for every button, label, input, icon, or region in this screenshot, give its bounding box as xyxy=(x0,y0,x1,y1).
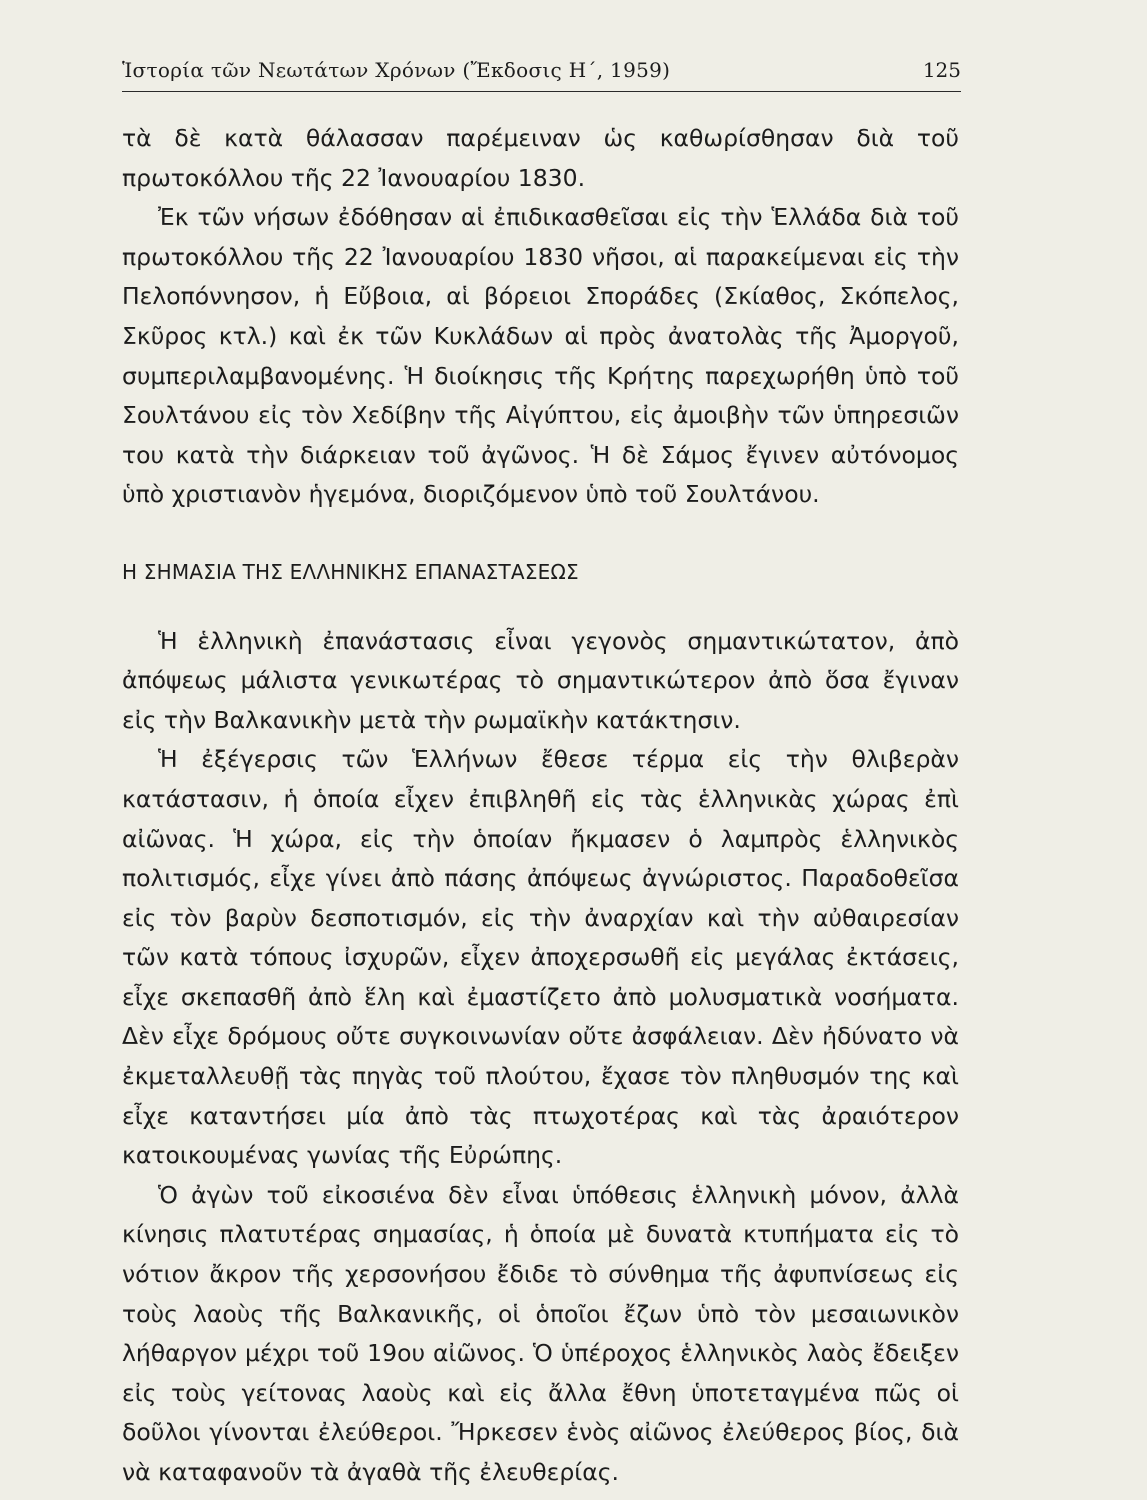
page-number: 125 xyxy=(922,58,961,82)
paragraph: τὰ δὲ κατὰ θάλασσαν παρέμειναν ὡς καθωρίσθησαν διὰ τοῦ πρωτοκόλλου τῆς 22 Ἰανουαρίου 1830. xyxy=(122,124,959,192)
paragraph: Ἡ ἑλληνικὴ ἐπανάστασις εἶναι γεγονὸς σημαντικώτατον, ἀπὸ ἀπόψεως μάλιστα γενικωτέρας τὸ σημαντικώτερον ἀπὸ ὅσα ἔγιναν εἰς τὴν Βαλκανικὴν μετὰ τὴν ρωμαϊκὴν κατάκτησιν. xyxy=(122,626,959,734)
paragraph: Ἡ ἐξέγερσις τῶν Ἑλλήνων ἔθεσε τέρμα εἰς τὴν θλιβερὰν κατάστασιν, ἡ ὁποία εἶχεν ἐπιβληθῆ εἰς τὰς ἑλληνικὰς χώρας ἐπὶ αἰῶνας. Ἡ χώρα, εἰς τὴν ὁποίαν ἤκμασεν ὁ λαμπρὸς ἑλληνικὸς πολιτισμός, εἶχε γίνει ἀπὸ πάσης ἀπόψεως ἀγνώριστος. Παραδοθεῖσα εἰς τὸν βαρὺν δεσποτισμόν, εἰς τὴν ἀναρχίαν καὶ τὴν αὐθαιρεσίαν τῶν κατὰ τόπους ἰσχυρῶν, εἶχεν ἀποχερσωθῆ εἰς μεγάλας ἐκτάσεις, εἶχε σκεπασθῆ ἀπὸ ἕλη καὶ ἐμαστίζετο ἀπὸ μολυσματικὰ νοσήματα. Δὲν εἶχε δρόμους οὔτε συγκοινωνίαν οὔτε ἀσφάλειαν. Δὲν ἠδύνατο νὰ ἐκμεταλλευθῇ τὰς πηγὰς τοῦ πλούτου, ἔχασε τὸν πληθυσμόν της καὶ εἶχε καταντήσει μία ἀπὸ τὰς πτωχοτέρας καὶ τὰς ἀραιότερον κατοικουμένας γωνίας τῆς Εὐρώπης. xyxy=(122,745,959,1170)
paragraph: Ὁ ἀγὼν τοῦ εἰκοσιένα δὲν εἶναι ὑπόθεσις ἑλληνικὴ μόνον, ἀλλὰ κίνησις πλατυτέρας σημασίας, ἡ ὁποία μὲ δυνατὰ κτυπήματα εἰς τὸ νότιον ἄκρον τῆς χερσονήσου ἔδιδε τὸ σύνθημα τῆς ἀφυπνίσεως εἰς τοὺς λαοὺς τῆς Βαλκανικῆς, οἱ ὁποῖοι ἔζων ὑπὸ τὸν μεσαιωνικὸν λήθαργον μέχρι τοῦ 19ου αἰῶνος. Ὁ ὑπέροχος ἑλληνικὸς λαὸς ἔδειξεν εἰς τοὺς γείτονας λαοὺς καὶ εἰς ἄλλα ἔθνη ὑποτεταγμένα πῶς οἱ δοῦλοι γίνονται ἐλεύθεροι. Ἤρκεσεν ἑνὸς αἰῶνος ἐλεύθερος βίος, διὰ νὰ καταφανοῦν τὰ ἀγαθὰ τῆς ἐλευθερίας. xyxy=(122,1180,959,1486)
running-header xyxy=(122,58,961,92)
body-text xyxy=(122,119,959,1493)
section-heading: Η ΣΗΜΑΣΙΑ ΤΗΣ ΕΛΛΗΝΙΚΗΣ ΕΠΑΝΑΣΤΑΣΕΩΣ xyxy=(122,559,579,584)
header-title: Ἱστορία τῶν Νεωτάτων Χρόνων (Ἔκδοσις Η΄, 1959) xyxy=(122,58,671,82)
paragraph: Ἐκ τῶν νήσων ἐδόθησαν αἱ ἐπιδικασθεῖσαι εἰς τὴν Ἑλλάδα διὰ τοῦ πρωτοκόλλου τῆς 22 Ἰανουαρίου 1830 νῆσοι, αἱ παρακείμεναι εἰς τὴν Πελοπόννησον, ἡ Εὔβοια, αἱ βόρειοι Σποράδες (Σκίαθος, Σκόπελος, Σκῦρος κτλ.) καὶ ἐκ τῶν Κυκλάδων αἱ πρὸς ἀνατολὰς τῆς Ἀμοργοῦ, συμπεριλαμβανομένης. Ἡ διοίκησις τῆς Κρήτης παρεχωρήθη ὑπὸ τοῦ Σουλτάνου εἰς τὸν Χεδίβην τῆς Αἰγύπτου, εἰς ἀμοιβὴν τῶν ὑπηρεσιῶν του κατὰ τὴν διάρκειαν τοῦ ἀγῶνος. Ἡ δὲ Σάμος ἔγινεν αὐτόνομος ὑπὸ χριστιανὸν ἡγεμόνα, διοριζόμενον ὑπὸ τοῦ Σουλτάνου. xyxy=(122,203,959,509)
